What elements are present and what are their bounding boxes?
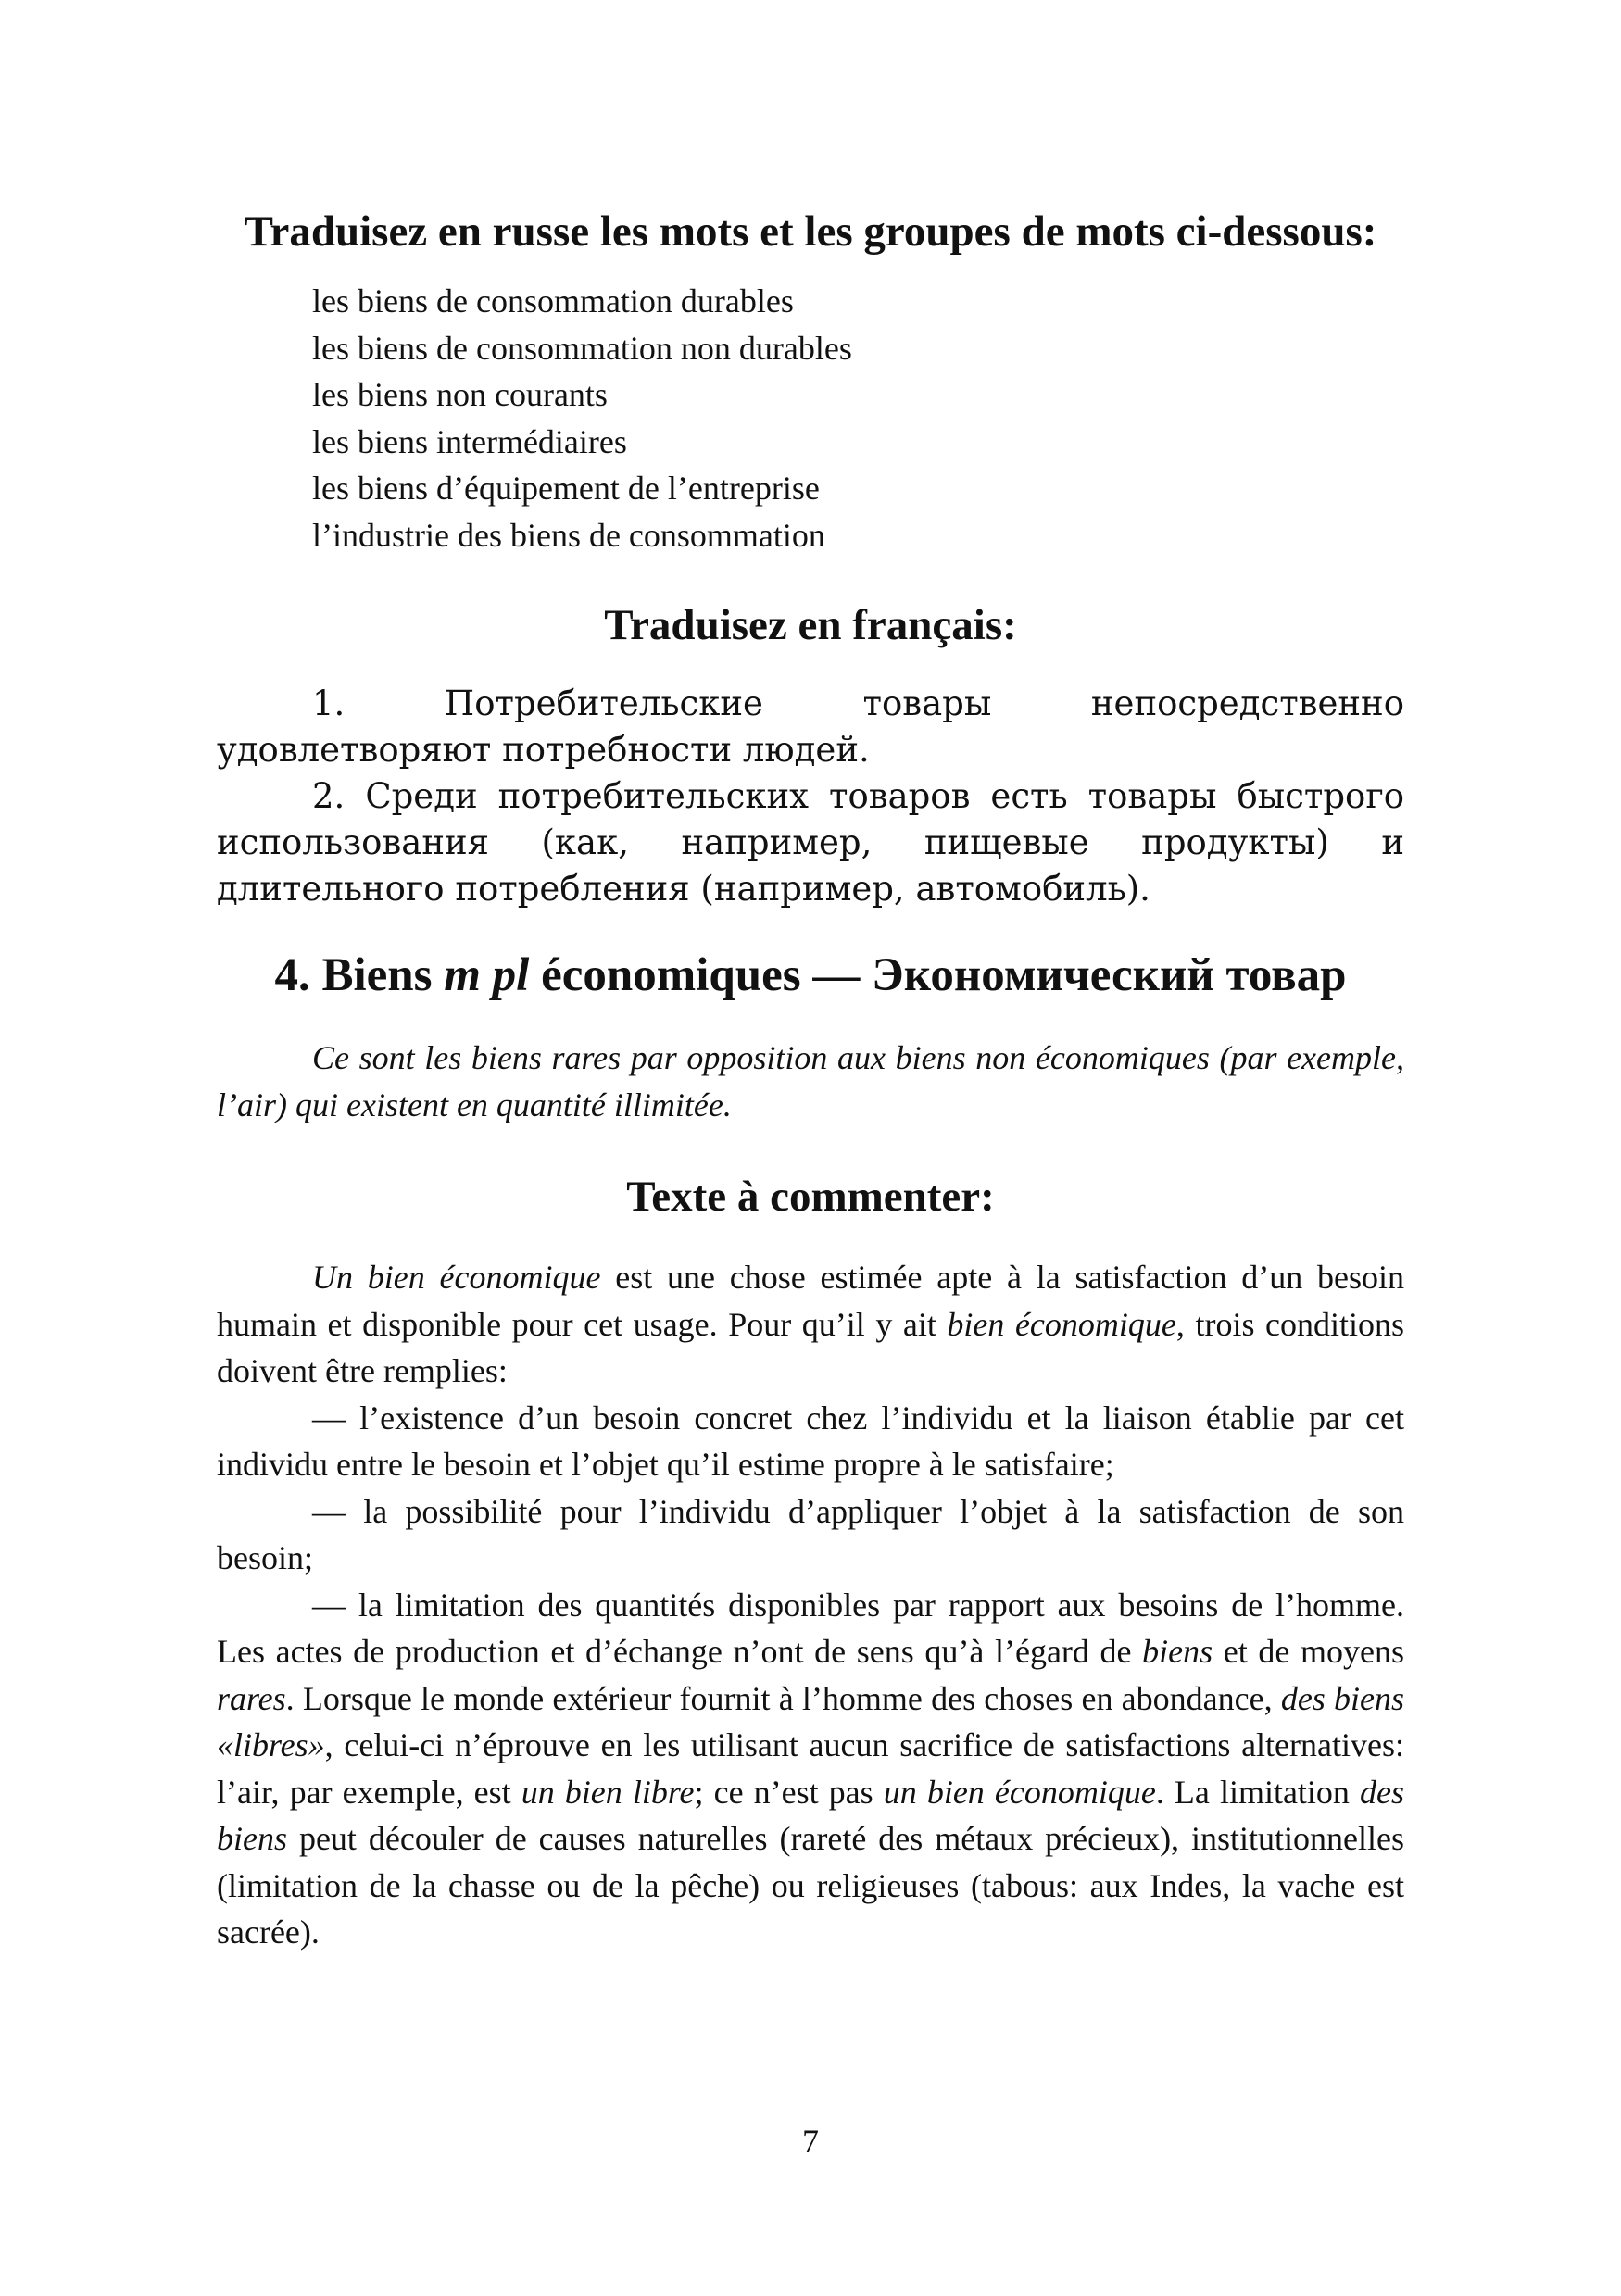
heading-italic-part: m pl xyxy=(444,949,530,1001)
list-item: l’industrie des biens de consommation xyxy=(312,516,825,554)
text-span: un bien économique xyxy=(883,1773,1156,1811)
paragraph-4 xyxy=(217,1582,1404,1956)
commentary-text xyxy=(217,1254,1404,1956)
text-span: des biens xyxy=(217,1773,1405,1857)
text-span: peut découler de causes naturelles (rareté des métaux précieux), institutionnelles (limitation de la chasse ou de la pêche) ou religieuses (tabous: aux Indes, la vache est sacrée). xyxy=(217,1820,1404,1951)
heading-text-to-comment: Texte à commenter: xyxy=(626,1173,995,1221)
list-item: les biens d’équipement de l’entreprise xyxy=(312,470,820,507)
heading-economic-goods xyxy=(217,949,1404,1001)
text-span: bien économique xyxy=(947,1305,1176,1343)
text-span: rares xyxy=(217,1679,286,1717)
text-span: , trois conditions doivent être remplies: xyxy=(217,1305,1405,1389)
text-span: des biens «libres» xyxy=(217,1679,1404,1763)
page-number: 7 xyxy=(802,2123,819,2160)
text-span: biens xyxy=(1142,1633,1213,1670)
heading-translate-to-french: Traduisez en français: xyxy=(604,601,1017,649)
list-item: les biens de consommation non durables xyxy=(312,329,852,367)
list-item: les biens intermédiaires xyxy=(312,422,627,460)
text-span: , celui-ci n’éprouve en les utilisant aucun sacrifice de satisfactions alternatives: l’air, par exemple, est xyxy=(217,1726,1404,1811)
paragraph-3: — la possibilité pour l’individu d’appliquer l’objet à la satisfaction de son besoin; xyxy=(217,1492,1404,1576)
heading-number-part: 4. Biens xyxy=(274,949,445,1001)
text-span: Un bien économique xyxy=(312,1259,601,1296)
sentence-2: 2. Среди потребительских товаров есть товары быстрого использования (как, например, пищевые продукты) и длительного потребления (например, автомобиль). xyxy=(217,776,1404,909)
term-list xyxy=(217,278,1404,558)
russian-sentences xyxy=(217,681,1404,912)
text-span: . Lorsque le monde extérieur fournit à l’homme des choses en abondance, xyxy=(285,1679,1281,1717)
sentence-1: 1. Потребительские товары непосредственно удовлетворяют потребности людей. xyxy=(217,684,1404,770)
heading-translate-to-russian: Traduisez en russe les mots et les groupes de mots ci-dessous: xyxy=(244,207,1377,256)
text-span: . La limitation xyxy=(1155,1773,1361,1811)
heading-rest-part: économiques — Экономический товар xyxy=(529,949,1347,1001)
list-item: les biens non courants xyxy=(312,376,608,413)
paragraph-1 xyxy=(217,1254,1404,1395)
paragraph-2: — l’existence d’un besoin concret chez l’individu et la liaison établie par cet individu entre le besoin et l’objet qu’il estime propre à le satisfaire; xyxy=(217,1399,1404,1483)
text-span: et de moyens xyxy=(1213,1633,1404,1670)
list-item: les biens de consommation durables xyxy=(312,282,794,320)
text-span: est une chose estimée apte à la satisfaction d’un besoin humain et disponible pour cet usage. Pour qu’il y ait xyxy=(217,1259,1405,1343)
page-content xyxy=(217,206,1404,1956)
definition-text: Ce sont les biens rares par opposition aux biens non économiques (par exemple, l’air) qui existent en quantité illimitée. xyxy=(217,1039,1404,1123)
text-span: un bien libre xyxy=(521,1773,695,1811)
text-span: — la limitation des quantités disponibles par rapport aux besoins de l’homme. Les actes de production et d’échange n’ont de sens qu’à l’égard de xyxy=(217,1586,1404,1670)
text-span: ; ce n’est pas xyxy=(694,1773,884,1811)
